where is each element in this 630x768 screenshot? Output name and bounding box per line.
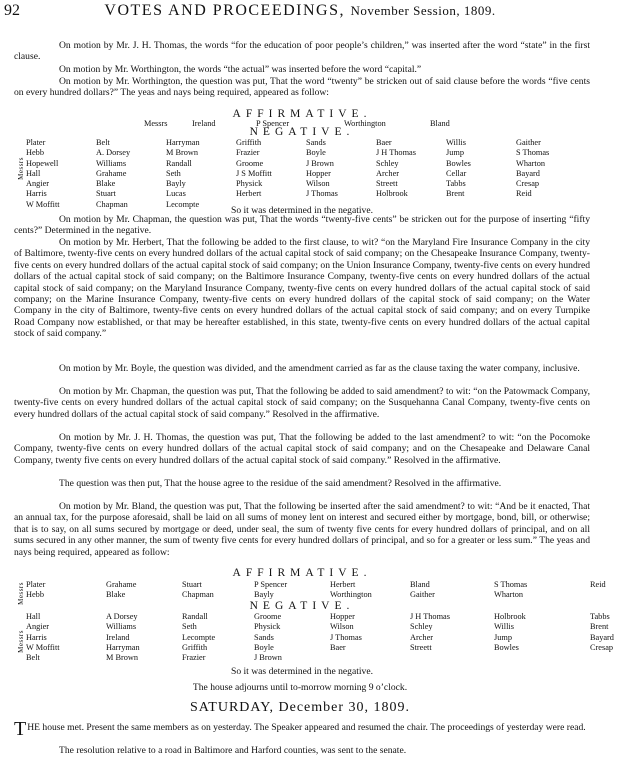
member-name: Lecompte — [166, 199, 200, 209]
member-name: Herbert — [236, 189, 262, 199]
member-name: J H Thomas — [376, 148, 416, 158]
member-name: Boyle — [306, 148, 326, 158]
member-name: Gaither — [516, 138, 541, 147]
member-name: Chapman — [96, 199, 128, 209]
member-name: Holbrook — [494, 612, 526, 621]
member-name: Physick — [236, 179, 263, 189]
member-name: Wilson — [330, 622, 354, 632]
member-name: Archer — [410, 632, 434, 642]
paragraph-text: HE house met. Present the same members as on yesterday. The Speaker appeared and resumed the chair. The proceedings of yesterday were read. — [27, 722, 586, 733]
member-name: Tabbs — [446, 179, 466, 189]
paragraph: On motion by Mr. Herbert, That the following be added to the first clause, to wit? “on the Maryland Fire Insurance Company in the city of Baltimore, twenty-five cents on every hundred dollars of the actual capital stock of said company; on the Chesapeake Insurance Company, twenty-five cents on every hundred dollars of the actual capital stock of said company; on the Union Insurance Company, twenty-five cents on every hundred dollars of the actual capital stock of said company; on the Baltimore Insurance Company, twenty-five cents on every hundred dollars of the actual capital stock of said company; on the Maryland Insurance Company, twenty-five cents on every hundred dollars of the actual capital stock of said company; on the Marine Insurance Company, twenty-five cents on every hundred dollars of the capital stock of said company; on the Water Company in the city of Baltimore, twenty-five cents on every hundred dollars of the actual capital stock of said company; and on every Turnpike Road Company now established, or that may be hereafter established, in this state, twenty-five cents on every hundred dollars of the actual capital stock of said company.” — [14, 237, 590, 340]
affirmative-heading: AFFIRMATIVE. — [232, 108, 372, 120]
paragraph — [14, 718, 590, 740]
member-name: Randall — [166, 158, 192, 168]
member-name: Cresap — [590, 642, 614, 652]
paragraph: On motion by Mr. Chapman, the question was put, That the words “twenty-five cents” be stricken out for the purpose of inserting “fifty cents?” Determined in the negative. — [14, 214, 590, 237]
member-name: A Dorsey — [106, 612, 138, 621]
member-name: Brent — [590, 622, 609, 632]
member-name — [330, 653, 410, 663]
member-name: Williams — [106, 622, 137, 632]
member-name: Seth — [166, 168, 181, 178]
member-name: Streett — [376, 179, 398, 189]
paragraph: On motion by Mr. Worthington, the words “the actual” was inserted before the word “capital.” — [59, 64, 422, 75]
paragraph: The question was then put, That the house agree to the residue of the said amendment? Resolved in the affirmative. — [59, 478, 502, 489]
member-name: Holbrook — [376, 189, 408, 199]
member-name: Sands — [306, 138, 326, 147]
paragraph: On motion by Mr. Chapman, the question was put, That the following be added to said amendment? to wit: “on the Patowmack Company, twenty-five cents on every hundred dollars of the actual capital stock of said company; on the Susquehanna Canal Company, twenty-five cents on every hundred dollars of the actual capital stock of said company.” Resolved in the affirmative. — [14, 386, 590, 420]
affirmative-list — [26, 580, 606, 601]
vote-result: So it was determined in the negative. — [230, 666, 373, 677]
member-name: Cresap — [516, 179, 540, 189]
member-name: Herbert — [330, 580, 356, 589]
messrs-label: Messrs — [17, 630, 25, 653]
paragraph: On motion by Mr. Bland, the question was put, That the following be inserted after the said amendment? to wit: “And be it enacted, That an annual tax, for the purpose aforesaid, shall be laid on all sums of money lent on interest and secured either by mortgage, bond, bill, or otherwise; that is to say, on all sums secured by mortgage or deed, under seal, the sum of twenty five cents for every hundred dollars of principal, and on all sums secured in any other manner, the sum of twenty five cents for every hundred dollars of principal, and so for a greater or less sum.” The yeas and nays being required, appeared as follow: — [14, 501, 590, 558]
member-name: Hebb — [26, 590, 44, 600]
member-name: Hall — [26, 612, 41, 621]
member-name: Angier — [26, 179, 50, 189]
member-name: Harris — [26, 632, 47, 642]
title-text: VOTES AND PROCEEDINGS, — [104, 2, 345, 19]
member-name: Chapman — [182, 590, 214, 600]
member-name: Lucas — [166, 189, 186, 199]
member-name: Bayard — [590, 632, 614, 642]
affirmative-heading: AFFIRMATIVE. — [232, 567, 372, 579]
paragraph: The resolution relative to a road in Baltimore and Harford counties, was sent to the senate. — [59, 745, 407, 756]
session-text: November Session, 1809. — [350, 3, 496, 18]
member-name: Ireland — [106, 632, 130, 642]
member-name: P Spencer — [256, 119, 290, 128]
member-name: Jump — [494, 632, 512, 642]
negative-list — [26, 612, 614, 663]
member-name: Hopper — [306, 168, 331, 178]
page-title — [4, 2, 596, 20]
member-name: Ireland — [192, 119, 216, 128]
vote-table-1 — [14, 108, 590, 216]
member-name: A. Dorsey — [96, 148, 131, 158]
member-name: Plater — [26, 580, 46, 589]
member-name: Harryman — [106, 642, 140, 652]
member-name: M Brown — [166, 148, 199, 158]
member-name: J H Thomas — [410, 612, 450, 621]
member-name: Willis — [494, 622, 514, 632]
member-name: Worthington — [330, 590, 372, 600]
page-number: 92 — [4, 2, 20, 19]
member-name: Wilson — [306, 179, 330, 189]
member-name: Stuart — [182, 580, 202, 589]
member-name: W Moffitt — [26, 199, 60, 209]
member-name: Randall — [182, 612, 208, 621]
member-name: Stuart — [96, 189, 116, 199]
member-name: Worthington — [344, 119, 386, 128]
member-name: Hopper — [330, 612, 355, 621]
member-name: Bland — [430, 119, 450, 128]
member-name: Blake — [106, 590, 126, 600]
member-name: Grahame — [106, 580, 137, 589]
member-name: Bayard — [516, 168, 540, 178]
member-name: Angier — [26, 622, 50, 632]
member-name: Gaither — [410, 590, 435, 600]
member-name: Tabbs — [590, 612, 610, 621]
member-name: Archer — [376, 168, 400, 178]
member-name: Frazier — [236, 148, 260, 158]
member-name: Baer — [330, 642, 346, 652]
member-name: M Brown — [106, 653, 139, 663]
member-name: Schley — [410, 622, 433, 632]
member-name: Griffith — [182, 642, 208, 652]
member-name: Harryman — [166, 138, 200, 147]
member-name: Bland — [410, 580, 430, 589]
member-name — [494, 653, 590, 663]
member-name: W Moffitt — [26, 642, 60, 652]
member-name: Bowles — [446, 158, 471, 168]
member-name: Williams — [96, 158, 127, 168]
member-name: Physick — [254, 622, 281, 632]
member-name: Willis — [446, 138, 466, 147]
member-name — [590, 653, 630, 663]
member-name: Brent — [446, 189, 465, 199]
member-name: J Thomas — [306, 189, 338, 199]
member-name: Belt — [96, 138, 110, 147]
member-name: Bowles — [494, 642, 519, 652]
negative-heading: NEGATIVE. — [249, 600, 355, 612]
member-name: Groome — [236, 158, 264, 168]
paragraph: On motion by Mr. Worthington, the question was put, That the word “twenty” be stricken out of said clause before the words “five cents on every hundred dollars?” The yeas and nays being required, appeared as follow: — [14, 76, 590, 99]
member-name: Blake — [96, 179, 116, 189]
negative-list — [26, 138, 586, 210]
messrs-label: Messrs — [17, 582, 25, 605]
member-name: Frazier — [182, 653, 206, 663]
member-name: Seth — [182, 622, 197, 632]
member-name: Wharton — [494, 590, 524, 600]
member-name: J S Moffitt — [236, 168, 272, 178]
page-header — [4, 2, 596, 22]
adjournment: The house adjourns until to-morrow morning 9 o’clock. — [192, 682, 408, 693]
member-name — [590, 590, 630, 600]
member-name: Wharton — [516, 158, 546, 168]
member-name — [410, 653, 494, 663]
member-name: Hopewell — [26, 158, 59, 168]
member-name: Bayly — [166, 179, 186, 189]
member-name: Hall — [26, 168, 41, 178]
section-heading: SATURDAY, December 30, 1809. — [189, 700, 411, 715]
member-name: S Thomas — [494, 580, 528, 589]
member-name: S Thomas — [516, 148, 550, 158]
member-name: Harris — [26, 189, 47, 199]
member-name: Plater — [26, 138, 46, 147]
member-name: P Spencer — [254, 580, 288, 589]
drop-cap: T — [14, 718, 27, 740]
vote-result: So it was determined in the negative. — [230, 205, 373, 216]
member-name: J Brown — [254, 653, 282, 663]
member-name: Griffith — [236, 138, 262, 147]
member-name: Reid — [516, 189, 532, 199]
member-name: Baer — [376, 138, 392, 147]
member-name: Hebb — [26, 148, 44, 158]
member-name: Streett — [410, 642, 432, 652]
member-name: Jump — [446, 148, 464, 158]
paragraph: On motion by Mr. Boyle, the question was divided, and the amendment carried as far as the clause taxing the water company, inclusive. — [59, 363, 580, 374]
paragraph: On motion by Mr. J. H. Thomas, the question was put, That the following be added to the last amendment? to wit: “on the Pocomoke Company, twenty-five cents on every hundred dollars of the actual capital stock of said company; and on the Chesapeake and Delaware Canal Company, twenty five cents on every hundred dollars of the actual capital stock of said company.” Resolved in the affirmative. — [14, 432, 590, 466]
member-name: Grahame — [96, 168, 127, 178]
member-name: Messrs — [144, 119, 168, 128]
member-name: Boyle — [254, 642, 274, 652]
messrs-label: Messrs — [17, 157, 25, 180]
negative-heading: NEGATIVE. — [249, 126, 355, 138]
member-name: Bayly — [254, 590, 274, 600]
member-name: Lecompte — [182, 632, 216, 642]
paragraph: On motion by Mr. J. H. Thomas, the words “for the education of poor people’s children,” was inserted after the word “state” in the first clause. — [14, 40, 590, 63]
member-name: Reid — [590, 580, 606, 589]
member-name: Sands — [254, 632, 274, 642]
member-name: Belt — [26, 653, 40, 663]
member-name: Schley — [376, 158, 399, 168]
member-name: J Brown — [306, 158, 334, 168]
member-name: Groome — [254, 612, 282, 621]
member-name: Cellar — [446, 168, 467, 178]
member-name: J Thomas — [330, 632, 362, 642]
